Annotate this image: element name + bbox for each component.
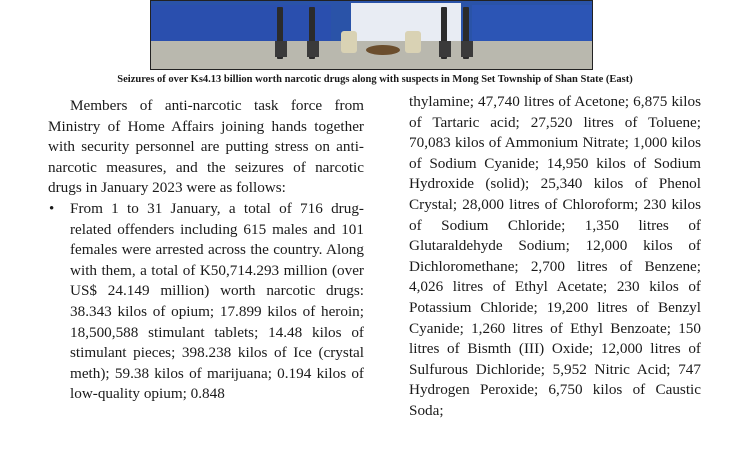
seizure-photo xyxy=(150,0,593,70)
list-item xyxy=(48,199,364,405)
left-column xyxy=(48,96,364,405)
bullet-text: From 1 to 31 January, a total of 716 drug-related offenders including 615 males and 101 females were arrested across the country. Along with them, a total of K50,714.293 million (over US$ 24.149 million) worth narcotic drugs: 38.343 kilos of opium; 17.899 kilos of heroin; 18,500,588 stimulant tablets; 14.48 kilos of stimulant pieces; 398.238 kilos of Ice (crystal meth); 59.38 kilos of marijuana; 0.194 kilos of low-quality opium; 0.848 xyxy=(70,199,364,403)
right-column-text: thylamine; 47,740 litres of Acetone; 6,875 kilos of Tartaric acid; 27,520 litres of Toluene; 70,083 kilos of Ammonium Nitrate; 1,000 kilos of Sodium Cyanide; 14,950 kilos of Sodium Hydroxide (solid); 25,340 kilos of Phenol Crystal; 28,000 litres of Chloroform; 230 kilos of Sodium Chloride; 1,350 litres of Glutaraldehyde Sodium; 12,000 kilos of Dichloromethane; 2,700 litres of Benzene; 4,026 litres of Ethyl Acetate; 230 kilos of Potassium Chloride; 19,200 litres of Benzyl Cyanide; 1,260 litres of Ethyl Benzoate; 150 litres of Bismth (III) Oxide; 12,000 litres of Sulfurous Dichloride; 5,952 Nitric Acid; 747 Hydrogen Peroxide; 6,750 kilos of Caustic Soda; xyxy=(409,93,701,419)
right-column xyxy=(409,92,701,422)
figure-caption: Seizures of over Ks4.13 billion worth narcotic drugs along with suspects in Mong Set Township of Shan State (East) xyxy=(117,74,633,85)
intro-paragraph: Members of anti-narcotic task force from Ministry of Home Affairs joining hands together with security personnel are putting stress on anti-narcotic measures, and the seizures of narcotic drugs in January 2023 were as follows: xyxy=(48,97,364,197)
bullet-icon: • xyxy=(49,200,55,217)
